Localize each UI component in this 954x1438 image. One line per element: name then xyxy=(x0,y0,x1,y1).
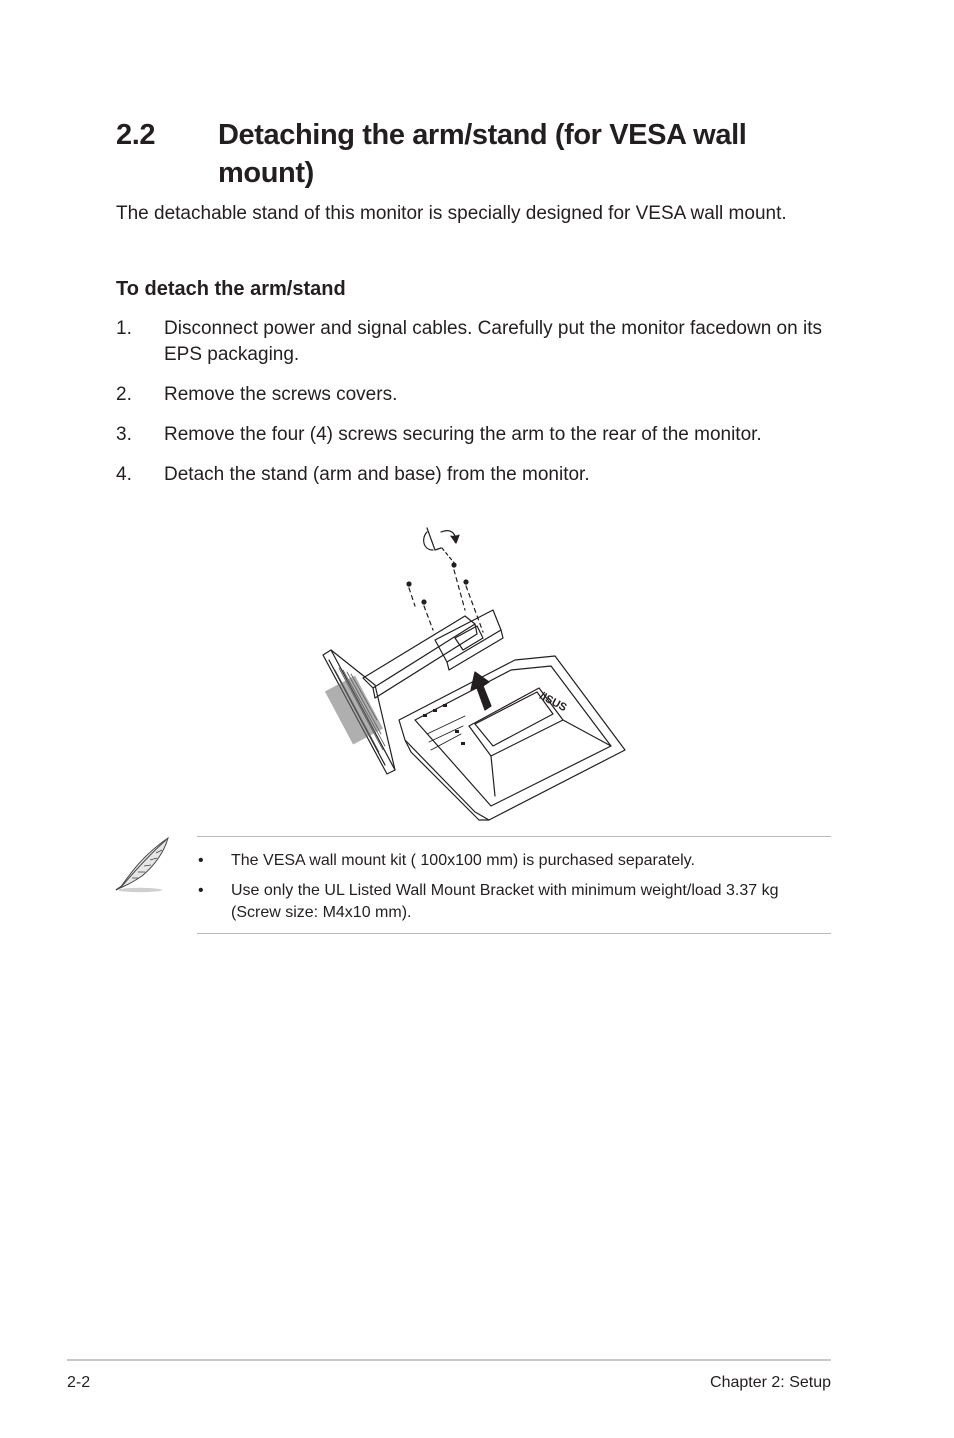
step-number: 1. xyxy=(116,318,132,339)
brand-logo: /ISUS xyxy=(537,690,569,715)
bullet: • xyxy=(198,882,204,899)
intro-paragraph: The detachable stand of this monitor is specially designed for VESA wall mount. xyxy=(116,203,787,224)
note-item xyxy=(197,850,831,872)
step-text: Remove the screws covers. xyxy=(164,384,398,405)
monitor-rear xyxy=(399,656,625,820)
step-item xyxy=(116,462,836,488)
step-number: 2. xyxy=(116,384,132,405)
note-text: Use only the UL Listed Wall Mount Bracket with minimum weight/load 3.37 kg (Screw size: M4x10 mm). xyxy=(231,882,779,921)
footer-divider xyxy=(67,1359,831,1361)
screw-icon xyxy=(407,563,468,604)
section-title: Detaching the arm/stand (for VESA wall mount) xyxy=(218,119,747,189)
bullet: • xyxy=(198,852,204,869)
step-text: Detach the stand (arm and base) from the monitor. xyxy=(164,464,590,485)
feather-pen-icon xyxy=(112,834,176,894)
note-text: The VESA wall mount kit ( 100x100 mm) is purchased separately. xyxy=(231,852,695,869)
section-number: 2.2 xyxy=(116,119,156,151)
procedure-heading: To detach the arm/stand xyxy=(116,278,346,300)
stand-base xyxy=(323,650,395,774)
page-number: 2-2 xyxy=(67,1374,91,1391)
note-list xyxy=(197,850,831,924)
step-text: Disconnect power and signal cables. Carefully put the monitor facedown on its EPS packaging. xyxy=(164,318,822,365)
chapter-label: Chapter 2: Setup xyxy=(710,1374,831,1391)
step-item xyxy=(116,316,836,368)
arrow-up-icon xyxy=(471,672,491,710)
procedure-steps xyxy=(116,316,836,502)
step-number: 3. xyxy=(116,424,132,445)
step-item xyxy=(116,382,836,408)
step-item xyxy=(116,422,836,448)
screwdriver-icon xyxy=(424,528,459,564)
detach-stand-illustration xyxy=(315,520,635,825)
step-text: Remove the four (4) screws securing the arm to the rear of the monitor. xyxy=(164,424,762,445)
note-box xyxy=(197,836,831,934)
note-item xyxy=(197,880,831,924)
step-number: 4. xyxy=(116,464,132,485)
